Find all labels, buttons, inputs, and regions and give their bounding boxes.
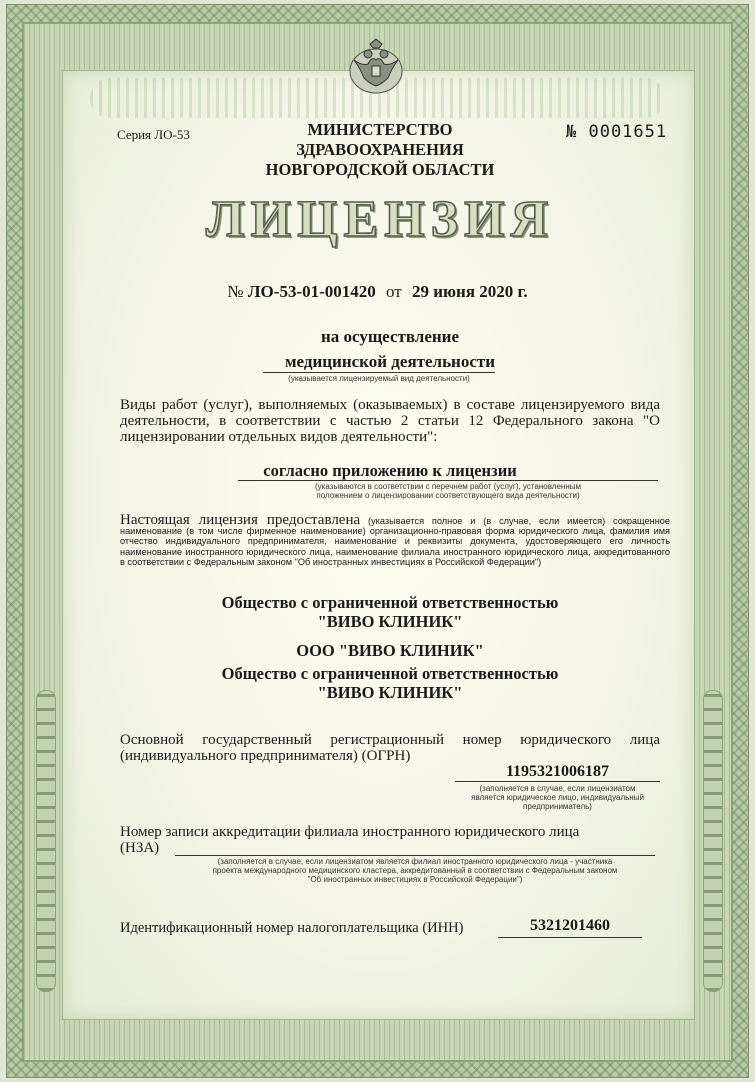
- org-firm-name-line-2: "ВИВО КЛИНИК": [317, 683, 463, 702]
- license-date: 29 июня 2020 г.: [411, 282, 528, 301]
- nza-underline: [175, 855, 655, 856]
- ministry-line-2: ЗДРАВООХРАНЕНИЯ: [296, 140, 464, 159]
- ministry-line-3: НОВГОРОДСКОЙ ОБЛАСТИ: [265, 160, 495, 179]
- org-full-name-line-2: "ВИВО КЛИНИК": [317, 612, 463, 631]
- org-full-name-line-1: Общество с ограниченной ответственностью: [221, 593, 559, 612]
- org-firm-name: [120, 664, 660, 702]
- nza-label-line-1: Номер записи аккредитации филиала иностранного юридического лица: [120, 824, 580, 840]
- activity-hint: (указывается лицензируемый вид деятельности): [288, 374, 470, 383]
- granted-lead: Настоящая лицензия предоставлена: [120, 512, 361, 528]
- org-firm-name-line-1: Общество с ограниченной ответственностью: [221, 664, 559, 683]
- left-side-ornament: [36, 690, 56, 992]
- inn-underline: [498, 937, 642, 938]
- nza-hint: [170, 857, 660, 884]
- ministry-name: [230, 120, 530, 180]
- nza-label: [120, 824, 660, 856]
- license-number-line: [150, 282, 605, 302]
- ministry-line-1: МИНИСТЕРСТВО: [307, 120, 453, 139]
- org-short-name: ООО "ВИВО КЛИНИК": [296, 641, 484, 660]
- nza-hint-line-2: проекта международного медицинского кластера, аккредитованный в соответствии с Федеральным законом: [212, 866, 618, 875]
- works-hint: [238, 482, 658, 500]
- ogrn-hint-line-2: является юридическое лицо, индивидуальный: [471, 793, 644, 802]
- activity-name: медицинской деятельности: [284, 352, 496, 371]
- works-hint-line-2: положением о лицензировании соответствующего вида деятельности): [316, 491, 580, 500]
- blank-number: № 0001651: [566, 122, 668, 142]
- granted-hint: (указывается полное и (в случае, если имеется) сокращенное наименование (в том числе фирменное наименование) организационно-правовая форма юридического лица, фамилия имя отчество индивидуального предпринимателя, наименование и реквизиты документа, удостоверяющего его личность наименование иностранного юридического лица, наименование филиала иностранного юридического лица, аккредитованного в соответствии с Федеральным законом "Об иностранных инвестициях в Российской Федерации"): [120, 516, 670, 567]
- activity-intro: на осуществление: [320, 327, 460, 346]
- ogrn-hint-line-1: (заполняется в случае, если лицензиатом: [479, 784, 636, 793]
- inn-label: Идентификационный номер налогоплательщика (ИНН): [120, 920, 464, 936]
- activity-underline: [263, 372, 495, 373]
- nza-hint-line-1: (заполняется в случае, если лицензиатом является филиал иностранного юридического лица - участника: [217, 857, 613, 866]
- ogrn-label: Основной государственный регистрационный номер юридического лица (индивидуального предпринимателя) (ОГРН): [120, 732, 660, 764]
- works-hint-line-1: (указываются в соответствии с перечнем работ (услуг), установленным: [315, 482, 581, 491]
- nza-label-line-2: (НЗА): [120, 840, 160, 856]
- right-side-ornament: [703, 690, 723, 992]
- works-underline: [238, 480, 658, 481]
- license-number: ЛО-53-01-001420: [247, 282, 376, 301]
- ogrn-value: 1195321006187: [505, 763, 610, 780]
- license-number-prefix: №: [227, 282, 244, 301]
- coat-of-arms-icon: [346, 38, 406, 96]
- license-date-prefix: от: [386, 282, 402, 301]
- org-full-name: [120, 593, 660, 631]
- granted-paragraph: [120, 512, 670, 567]
- ogrn-hint-line-3: предприниматель): [523, 802, 592, 811]
- inn-value: 5321201460: [530, 917, 610, 934]
- nza-hint-line-3: "Об иностранных инвестициях в Российской Федерации"): [307, 875, 523, 884]
- works-paragraph: Виды работ (услуг), выполняемых (оказываемых) в составе лицензируемого вида деятельности, в соответствии с частью 2 статьи 12 Федерального закона "О лицензировании отдельных видов деятельности":: [120, 397, 660, 445]
- series-label: Серия ЛО-53: [117, 127, 190, 142]
- works-value: согласно приложению к лицензии: [263, 461, 517, 480]
- ogrn-hint: [445, 784, 670, 811]
- ogrn-underline: [455, 781, 660, 782]
- document-title: ЛИЦЕНЗИЯ: [205, 191, 555, 248]
